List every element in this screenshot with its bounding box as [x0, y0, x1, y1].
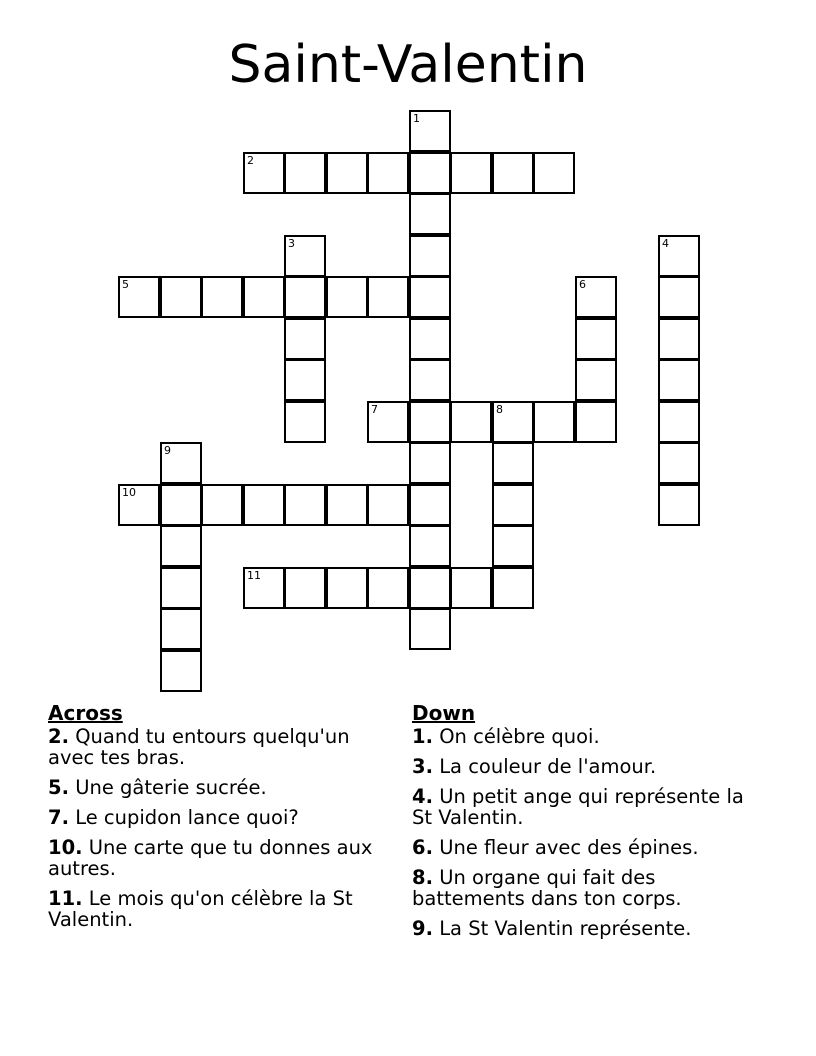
grid-cell[interactable]	[284, 276, 326, 318]
cell-number: 11	[247, 569, 261, 582]
grid-cell[interactable]	[409, 442, 451, 484]
clue-text: La St Valentin représente.	[439, 917, 692, 940]
grid-cell[interactable]	[243, 276, 285, 318]
grid-cell[interactable]	[658, 276, 700, 318]
grid-cell[interactable]	[284, 359, 326, 401]
clue-text: Une gâterie sucrée.	[75, 776, 267, 799]
grid-cell[interactable]	[409, 359, 451, 401]
grid-cell[interactable]	[575, 359, 617, 401]
grid-cell[interactable]	[575, 401, 617, 443]
down-clue	[412, 837, 762, 858]
across-clue	[48, 888, 378, 930]
down-clues	[412, 700, 762, 948]
clue-number: 1.	[412, 725, 433, 748]
grid-cell[interactable]	[409, 525, 451, 567]
grid-cell[interactable]	[367, 484, 409, 526]
grid-cell[interactable]	[658, 401, 700, 443]
grid-cell[interactable]	[658, 359, 700, 401]
clue-text: La couleur de l'amour.	[439, 755, 657, 778]
clue-text: Quand tu entours quelqu'un avec tes bras.	[48, 725, 350, 769]
grid-cell[interactable]	[160, 567, 202, 609]
across-clues	[48, 700, 378, 939]
cell-number: 1	[413, 112, 420, 125]
clue-number: 4.	[412, 785, 433, 808]
grid-cell[interactable]	[409, 567, 451, 609]
clue-text: Un petit ange qui représente la St Valentin.	[412, 785, 744, 829]
grid-cell[interactable]	[492, 152, 534, 194]
grid-cell[interactable]	[284, 567, 326, 609]
grid-cell[interactable]	[367, 401, 409, 443]
puzzle-title: Saint-Valentin	[228, 35, 588, 95]
grid-cell[interactable]	[450, 401, 492, 443]
cell-number: 5	[122, 278, 129, 291]
grid-cell[interactable]	[326, 152, 368, 194]
cell-number: 2	[247, 154, 254, 167]
grid-cell[interactable]	[201, 276, 243, 318]
grid-cell[interactable]	[284, 484, 326, 526]
grid-cell[interactable]	[409, 235, 451, 277]
cell-number: 6	[579, 278, 586, 291]
across-clue	[48, 807, 378, 828]
grid-cell[interactable]	[326, 567, 368, 609]
grid-cell[interactable]	[492, 442, 534, 484]
grid-cell[interactable]	[160, 484, 202, 526]
cell-number: 3	[288, 237, 295, 250]
grid-cell[interactable]	[409, 484, 451, 526]
grid-cell[interactable]	[284, 401, 326, 443]
grid-cell[interactable]	[533, 401, 575, 443]
cell-number: 9	[164, 444, 171, 457]
grid-cell[interactable]	[243, 484, 285, 526]
grid-cell[interactable]	[160, 650, 202, 692]
grid-cell[interactable]	[409, 193, 451, 235]
cell-number: 7	[371, 403, 378, 416]
grid-cell[interactable]	[243, 567, 285, 609]
grid-cell[interactable]	[658, 235, 700, 277]
clue-text: Une carte que tu donnes aux autres.	[48, 836, 373, 880]
grid-cell[interactable]	[575, 276, 617, 318]
grid-cell[interactable]	[409, 276, 451, 318]
grid-cell[interactable]	[367, 276, 409, 318]
grid-cell[interactable]	[367, 152, 409, 194]
grid-cell[interactable]	[118, 276, 160, 318]
grid-cell[interactable]	[409, 318, 451, 360]
down-clue	[412, 918, 762, 939]
grid-cell[interactable]	[409, 110, 451, 152]
grid-cell[interactable]	[160, 525, 202, 567]
down-clue	[412, 786, 762, 828]
grid-cell[interactable]	[243, 152, 285, 194]
down-clue	[412, 756, 762, 777]
grid-cell[interactable]	[658, 442, 700, 484]
grid-cell[interactable]	[160, 442, 202, 484]
clue-number: 3.	[412, 755, 433, 778]
grid-cell[interactable]	[450, 152, 492, 194]
grid-cell[interactable]	[492, 484, 534, 526]
clue-number: 5.	[48, 776, 69, 799]
grid-cell[interactable]	[160, 276, 202, 318]
clue-text: Le cupidon lance quoi?	[75, 806, 299, 829]
grid-cell[interactable]	[201, 484, 243, 526]
grid-cell[interactable]	[658, 484, 700, 526]
grid-cell[interactable]	[492, 525, 534, 567]
grid-cell[interactable]	[658, 318, 700, 360]
clue-number: 6.	[412, 836, 433, 859]
across-clue	[48, 837, 378, 879]
down-clue	[412, 726, 762, 747]
grid-cell[interactable]	[160, 608, 202, 650]
clue-number: 2.	[48, 725, 69, 748]
down-heading: Down	[412, 701, 476, 725]
down-clue	[412, 867, 762, 909]
grid-cell[interactable]	[533, 152, 575, 194]
grid-cell[interactable]	[367, 567, 409, 609]
cell-number: 10	[122, 486, 136, 499]
grid-cell[interactable]	[492, 401, 534, 443]
grid-cell[interactable]	[409, 152, 451, 194]
grid-cell[interactable]	[284, 152, 326, 194]
clue-text: Le mois qu'on célèbre la St Valentin.	[48, 887, 353, 931]
clue-number: 7.	[48, 806, 69, 829]
clue-text: Une fleur avec des épines.	[439, 836, 699, 859]
grid-cell[interactable]	[575, 318, 617, 360]
grid-cell[interactable]	[492, 567, 534, 609]
clue-number: 11.	[48, 887, 83, 910]
grid-cell[interactable]	[326, 484, 368, 526]
grid-cell[interactable]	[118, 484, 160, 526]
grid-cell[interactable]	[284, 318, 326, 360]
grid-cell[interactable]	[284, 235, 326, 277]
grid-cell[interactable]	[409, 608, 451, 650]
cell-number: 4	[662, 237, 669, 250]
grid-cell[interactable]	[326, 276, 368, 318]
clue-text: Un organe qui fait des battements dans ton corps.	[412, 866, 682, 910]
across-clue	[48, 726, 378, 768]
across-heading: Across	[48, 701, 123, 725]
clue-number: 10.	[48, 836, 83, 859]
clue-number: 9.	[412, 917, 433, 940]
cell-number: 8	[496, 403, 503, 416]
clue-text: On célèbre quoi.	[439, 725, 600, 748]
across-clue	[48, 777, 378, 798]
grid-cell[interactable]	[409, 401, 451, 443]
grid-cell[interactable]	[450, 567, 492, 609]
clue-number: 8.	[412, 866, 433, 889]
